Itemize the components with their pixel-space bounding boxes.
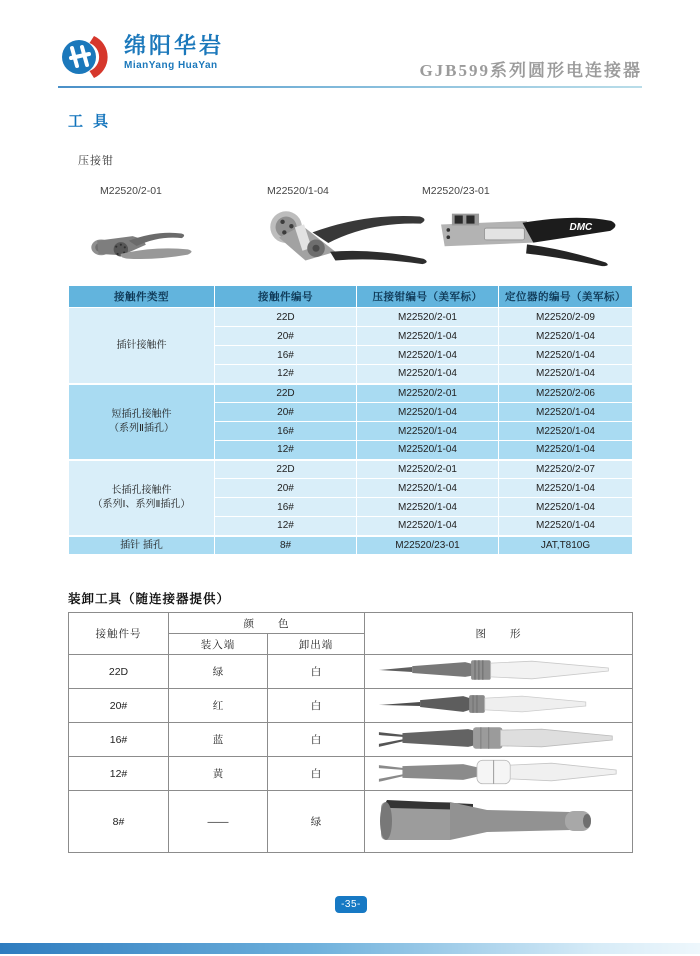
table1-header-positioner-no: 定位器的编号（美军标） (499, 286, 633, 308)
crimp-tool-3-photo (432, 208, 622, 270)
table2-row-12 (69, 757, 633, 791)
crimper-no-cell: M22520/1-04 (357, 479, 499, 498)
contact-no-cell: 20# (215, 403, 357, 422)
crimper-no-cell: M22520/1-04 (357, 441, 499, 460)
table1-row (69, 536, 633, 555)
crimper-no-cell: M22520/1-04 (357, 498, 499, 517)
extraction-tool-12-photo (375, 758, 625, 786)
footer-gradient-bar (0, 943, 700, 954)
positioner-no-cell: M22520/1-04 (499, 498, 633, 517)
table1-row (69, 460, 633, 479)
crimp-tool-2-photo (253, 206, 438, 272)
crimper-no-cell: M22520/1-04 (357, 346, 499, 365)
crimp-pliers-label: 压接钳 (78, 155, 114, 167)
logo-icon (58, 34, 116, 80)
positioner-no-cell: M22520/1-04 (499, 346, 633, 365)
contact-no-cell: 22D (215, 384, 357, 403)
contact-no-cell: 12# (215, 517, 357, 536)
positioner-no-cell: M22520/1-04 (499, 422, 633, 441)
table1-header-contact-type: 接触件类型 (69, 286, 215, 308)
extraction-tool-16-photo (375, 724, 625, 752)
positioner-no-cell: M22520/2-06 (499, 384, 633, 403)
insertion-tool-table (68, 612, 633, 853)
header-divider (58, 86, 642, 88)
table1-header-row (69, 286, 633, 308)
contact-no-cell: 8# (69, 791, 169, 853)
crimper-no-cell: M22520/2-01 (357, 384, 499, 403)
table2-header-install-end: 装入端 (169, 634, 268, 655)
crimper-no-cell: M22520/1-04 (357, 422, 499, 441)
positioner-no-cell: M22520/1-04 (499, 517, 633, 536)
contact-no-cell: 20# (215, 327, 357, 346)
page-number-badge: -35- (335, 896, 367, 913)
contact-no-cell: 20# (69, 689, 169, 723)
table2-row-22d (69, 655, 633, 689)
table1-header-contact-no: 接触件编号 (215, 286, 357, 308)
crimper-no-cell: M22520/2-01 (357, 308, 499, 327)
extraction-tool-22d-photo (375, 656, 625, 684)
positioner-no-cell: M22520/1-04 (499, 327, 633, 346)
contact-no-cell: 12# (69, 757, 169, 791)
contact-no-cell: 22D (69, 655, 169, 689)
remove-color-cell: 白 (268, 689, 365, 723)
positioner-no-cell: M22520/1-04 (499, 365, 633, 384)
contact-type-cell: 插针接触件 (69, 308, 215, 384)
table2-header-color: 颜 色 (169, 613, 365, 634)
crimper-no-cell: M22520/1-04 (357, 517, 499, 536)
table2-header-figure: 图 形 (365, 613, 633, 655)
tool-2-part-number: M22520/1-04 (267, 185, 329, 197)
crimper-no-cell: M22520/2-01 (357, 460, 499, 479)
crimper-no-cell: M22520/1-04 (357, 403, 499, 422)
install-color-cell: 黄 (169, 757, 268, 791)
tool-3-brand-text: DMC (569, 221, 593, 233)
section-title-insertion-tools: 装卸工具（随连接器提供） (68, 592, 231, 606)
table2-header-row-1 (69, 613, 633, 634)
page-header-title: GJB599系列圆形电连接器 (419, 61, 642, 80)
contact-type-cell: 长插孔接触件 （系列Ⅰ、系列Ⅱ插孔） (69, 460, 215, 536)
crimp-tool-table (68, 285, 633, 555)
install-color-cell: 蓝 (169, 723, 268, 757)
extraction-tool-20-photo (375, 690, 625, 718)
install-color-cell: 绿 (169, 655, 268, 689)
table1-row (69, 308, 633, 327)
remove-color-cell: 绿 (268, 791, 365, 853)
contact-type-cell: 短插孔接触件 （系列Ⅱ插孔） (69, 384, 215, 460)
positioner-no-cell: M22520/2-09 (499, 308, 633, 327)
crimper-no-cell: M22520/23-01 (357, 536, 499, 555)
positioner-no-cell: M22520/2-07 (499, 460, 633, 479)
contact-no-cell: 16# (215, 498, 357, 517)
company-logo (58, 34, 224, 80)
crimp-tool-1-photo (88, 224, 203, 272)
extraction-tool-8-photo (375, 794, 605, 846)
table1-header-crimper-no: 压接钳编号（美军标） (357, 286, 499, 308)
contact-no-cell: 12# (215, 441, 357, 460)
contact-no-cell: 16# (215, 346, 357, 365)
positioner-no-cell: M22520/1-04 (499, 441, 633, 460)
install-color-cell: 红 (169, 689, 268, 723)
tool-1-part-number: M22520/2-01 (100, 185, 162, 197)
contact-no-cell: 12# (215, 365, 357, 384)
remove-color-cell: 白 (268, 655, 365, 689)
table1-row (69, 384, 633, 403)
remove-color-cell: 白 (268, 757, 365, 791)
section-title-tools: 工 具 (68, 113, 112, 130)
contact-no-cell: 20# (215, 479, 357, 498)
logo-text-cn: 绵阳华岩 (124, 33, 225, 58)
contact-type-cell: 插针 插孔 (69, 536, 215, 555)
contact-no-cell: 16# (69, 723, 169, 757)
contact-no-cell: 22D (215, 308, 357, 327)
contact-no-cell: 16# (215, 422, 357, 441)
logo-text-en: MianYang HuaYan (124, 60, 218, 72)
install-color-cell: —— (169, 791, 268, 853)
tool-3-part-number: M22520/23-01 (422, 185, 490, 197)
positioner-no-cell: M22520/1-04 (499, 479, 633, 498)
table2-row-8 (69, 791, 633, 853)
remove-color-cell: 白 (268, 723, 365, 757)
contact-no-cell: 22D (215, 460, 357, 479)
table2-header-remove-end: 卸出端 (268, 634, 365, 655)
positioner-no-cell: JAT,T810G (499, 536, 633, 555)
positioner-no-cell: M22520/1-04 (499, 403, 633, 422)
table2-header-contact-no: 接触件号 (69, 613, 169, 655)
contact-no-cell: 8# (215, 536, 357, 555)
table2-row-20 (69, 689, 633, 723)
crimper-no-cell: M22520/1-04 (357, 365, 499, 384)
table2-row-16 (69, 723, 633, 757)
crimper-no-cell: M22520/1-04 (357, 327, 499, 346)
